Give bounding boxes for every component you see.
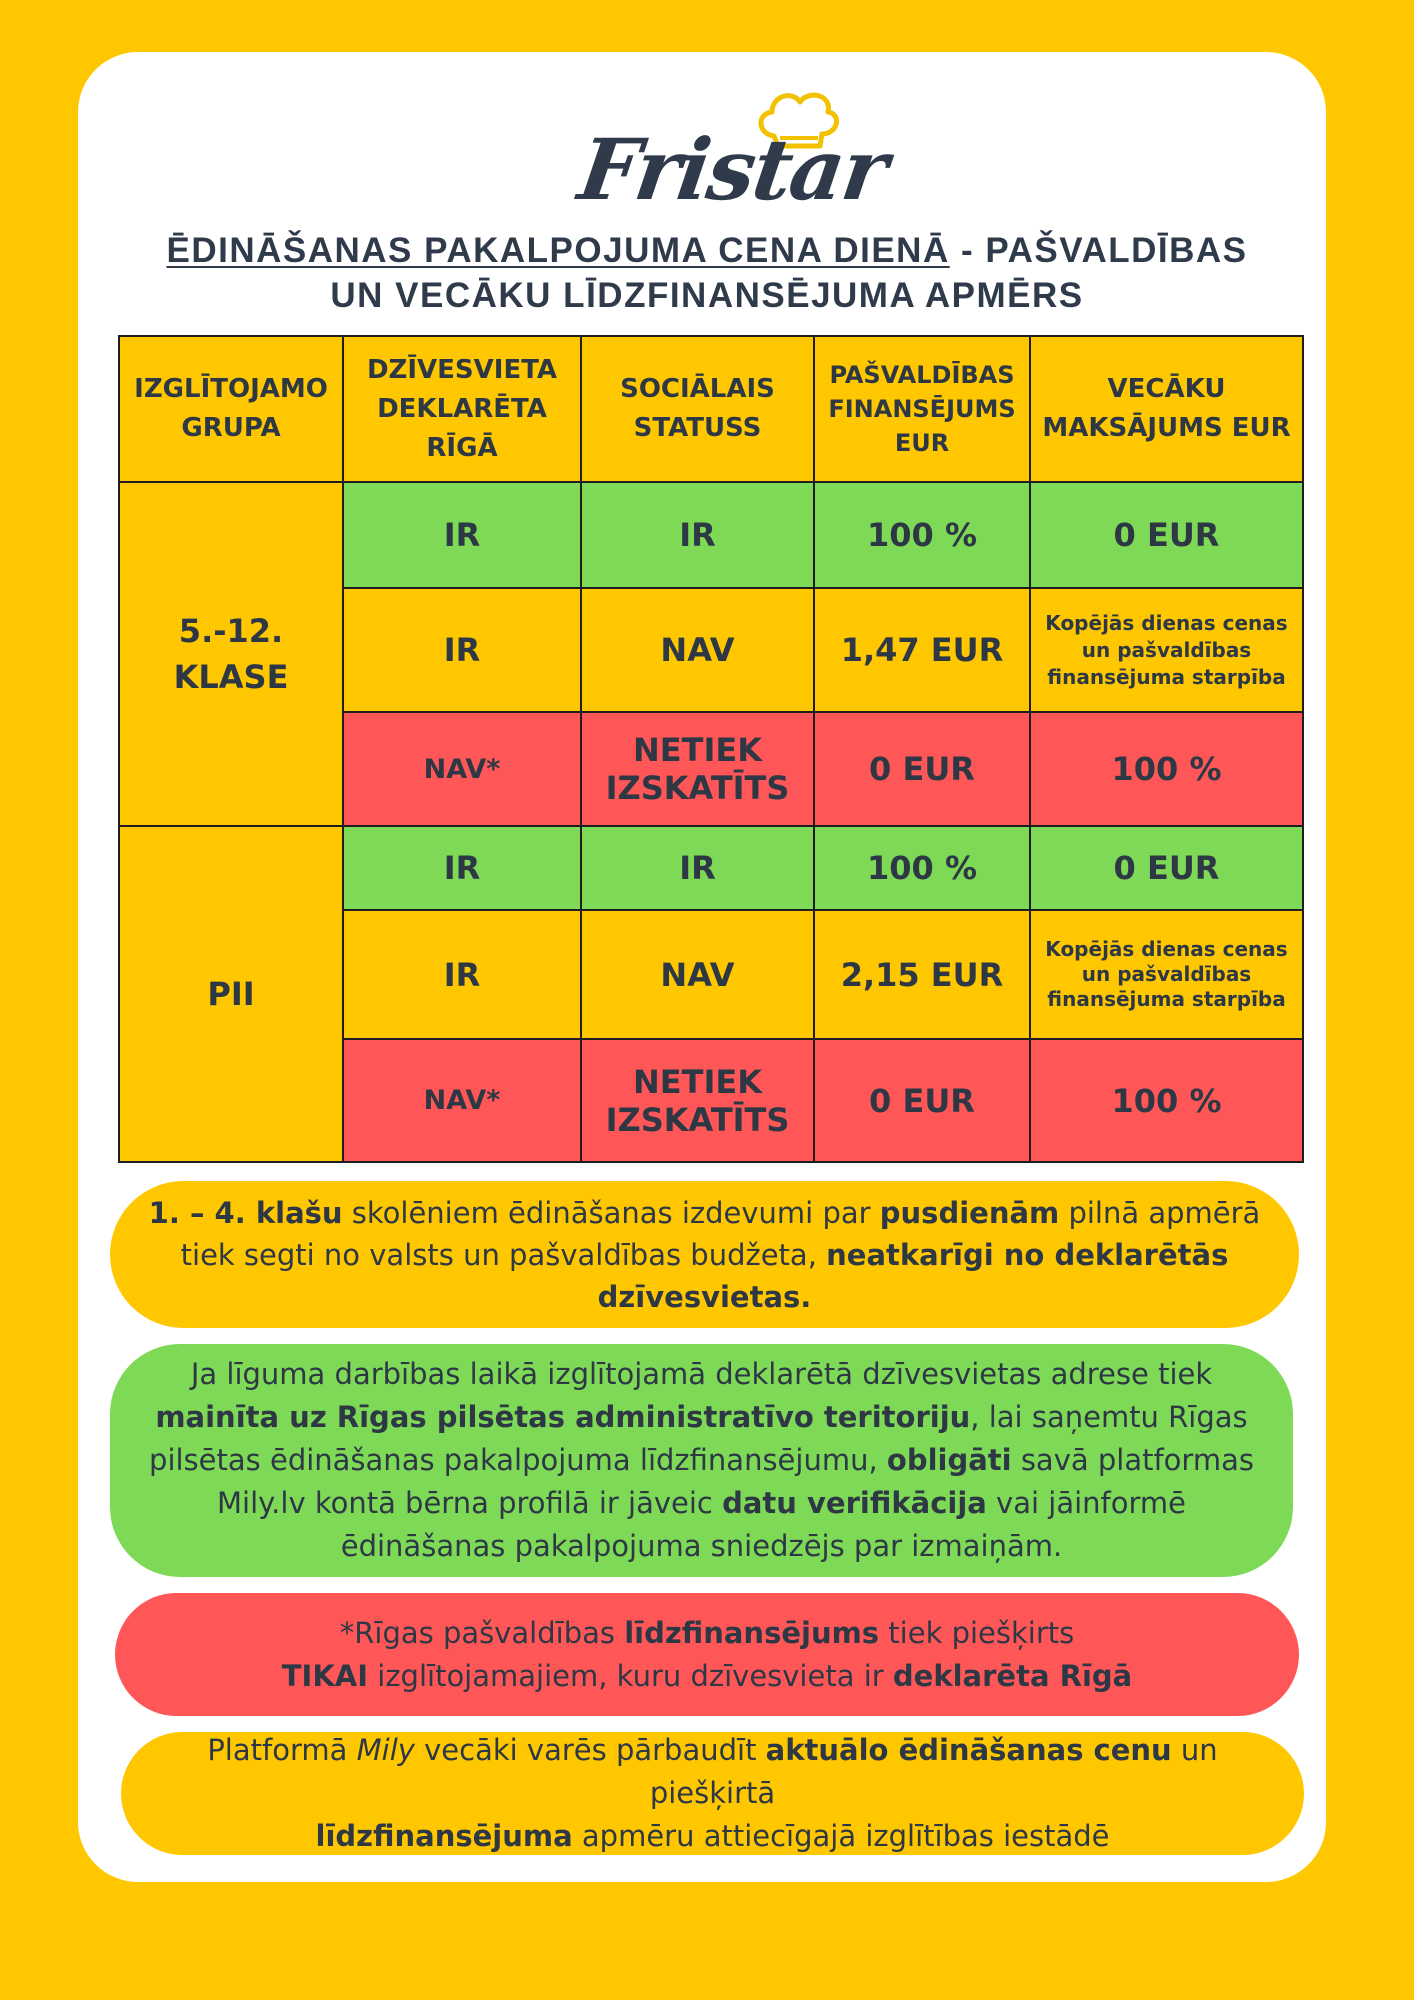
municipal-cell: 0 EUR: [814, 1039, 1030, 1162]
group-cell: 5.-12. KLASE: [119, 482, 343, 826]
residence-cell: NAV*: [343, 1039, 581, 1162]
note-text: Platformā: [207, 1733, 357, 1767]
note-mily-platform: [121, 1732, 1304, 1855]
note-text: skolēniem ēdināšanas izdevumi par: [342, 1195, 880, 1230]
note-bold: TIKAI: [281, 1658, 369, 1693]
social-cell: NETIEK IZSKATĪTS: [581, 712, 814, 826]
note-text: pilnā apmērā tiek segti no valsts un pašvaldības budžeta,: [180, 1195, 1261, 1272]
note-bold: 1. – 4. klašu: [148, 1195, 343, 1230]
note-bold: līdzfinansējums: [624, 1615, 880, 1650]
title-rest: - PAŠVALDĪBAS: [949, 231, 1248, 270]
price-table: [118, 335, 1304, 1163]
header-municipal: PAŠVALDĪBAS FINANSĒJUMS EUR: [814, 336, 1030, 482]
social-cell: IR: [581, 826, 814, 910]
note-bold: datu verifikācija: [722, 1486, 987, 1520]
note-bold: deklarēta Rīgā: [892, 1658, 1133, 1693]
residence-cell: IR: [343, 588, 581, 712]
note-text: vai jāinformē ēdināšanas pakalpojuma sniedzējs par izmaiņām.: [340, 1486, 1186, 1563]
table-row: [119, 482, 1303, 588]
note-free-lunch: [110, 1181, 1299, 1328]
note-text: izglītojamajiem, kuru dzīvesvieta ir: [368, 1658, 893, 1693]
note-bold: līdzfinansējuma: [315, 1819, 573, 1853]
residence-cell: IR: [343, 482, 581, 588]
municipal-cell: 100 %: [814, 826, 1030, 910]
municipal-cell: 2,15 EUR: [814, 910, 1030, 1039]
table-header-row: [119, 336, 1303, 482]
note-text: vecāki varēs pārbaudīt: [414, 1733, 766, 1767]
fristar-logo: [573, 86, 893, 219]
title-underlined: ĒDINĀŠANAS PAKALPOJUMA CENA DIENĀ: [166, 231, 950, 270]
residence-cell: IR: [343, 826, 581, 910]
note-bold: obligāti: [886, 1443, 1012, 1477]
note-bold: neatkarīgi no deklarētās dzīvesvietas.: [597, 1237, 1229, 1314]
group-cell: PII: [119, 826, 343, 1162]
note-text: un piešķirtā: [649, 1733, 1218, 1810]
header-residence: DZĪVESVIETA DEKLARĒTA RĪGĀ: [343, 336, 581, 482]
note-italic: Mily: [356, 1733, 415, 1767]
note-text: , lai saņemtu Rīgas pilsētas ēdināšanas pakalpojuma līdzfinansējumu,: [149, 1400, 1248, 1477]
social-cell: NAV: [581, 910, 814, 1039]
note-text: Ja līguma darbības laikā izglītojamā deklarētā dzīvesvietas adrese tiek: [190, 1357, 1213, 1391]
note-address-change: [110, 1344, 1293, 1577]
header-parents: VECĀKU MAKSĀJUMS EUR: [1030, 336, 1303, 482]
table-row: [119, 826, 1303, 910]
parents-cell: 0 EUR: [1030, 826, 1303, 910]
social-cell: IR: [581, 482, 814, 588]
parents-cell: 100 %: [1030, 1039, 1303, 1162]
note-text: apmēru attiecīgajā izglītības iestādē: [572, 1819, 1110, 1853]
municipal-cell: 100 %: [814, 482, 1030, 588]
note-riga-cofinancing: [115, 1593, 1299, 1716]
header-group: IZGLĪTOJAMO GRUPA: [119, 336, 343, 482]
parents-cell: Kopējās dienas cenas un pašvaldības finansējuma starpība: [1030, 910, 1303, 1039]
note-bold: aktuālo ēdināšanas cenu: [765, 1733, 1172, 1767]
municipal-cell: 0 EUR: [814, 712, 1030, 826]
parents-cell: 0 EUR: [1030, 482, 1303, 588]
note-text: savā platformas Mily.lv kontā bērna profilā ir jāveic: [217, 1443, 1254, 1520]
residence-cell: IR: [343, 910, 581, 1039]
social-cell: NAV: [581, 588, 814, 712]
note-text: *Rīgas pašvaldības: [339, 1615, 625, 1650]
header-social: SOCIĀLAIS STATUSS: [581, 336, 814, 482]
municipal-cell: 1,47 EUR: [814, 588, 1030, 712]
residence-cell: NAV*: [343, 712, 581, 826]
parents-cell: Kopējās dienas cenas un pašvaldības finansējuma starpība: [1030, 588, 1303, 712]
social-cell: NETIEK IZSKATĪTS: [581, 1039, 814, 1162]
page-title: [118, 228, 1296, 318]
note-bold: mainīta uz Rīgas pilsētas administratīvo teritoriju: [155, 1400, 971, 1434]
note-bold: pusdienām: [879, 1195, 1060, 1230]
parents-cell: 100 %: [1030, 712, 1303, 826]
title-line2: UN VECĀKU LĪDZFINANSĒJUMA APMĒRS: [330, 276, 1084, 315]
note-text: tiek piešķirts: [879, 1615, 1075, 1650]
logo-wordmark: Fristar: [573, 120, 893, 219]
